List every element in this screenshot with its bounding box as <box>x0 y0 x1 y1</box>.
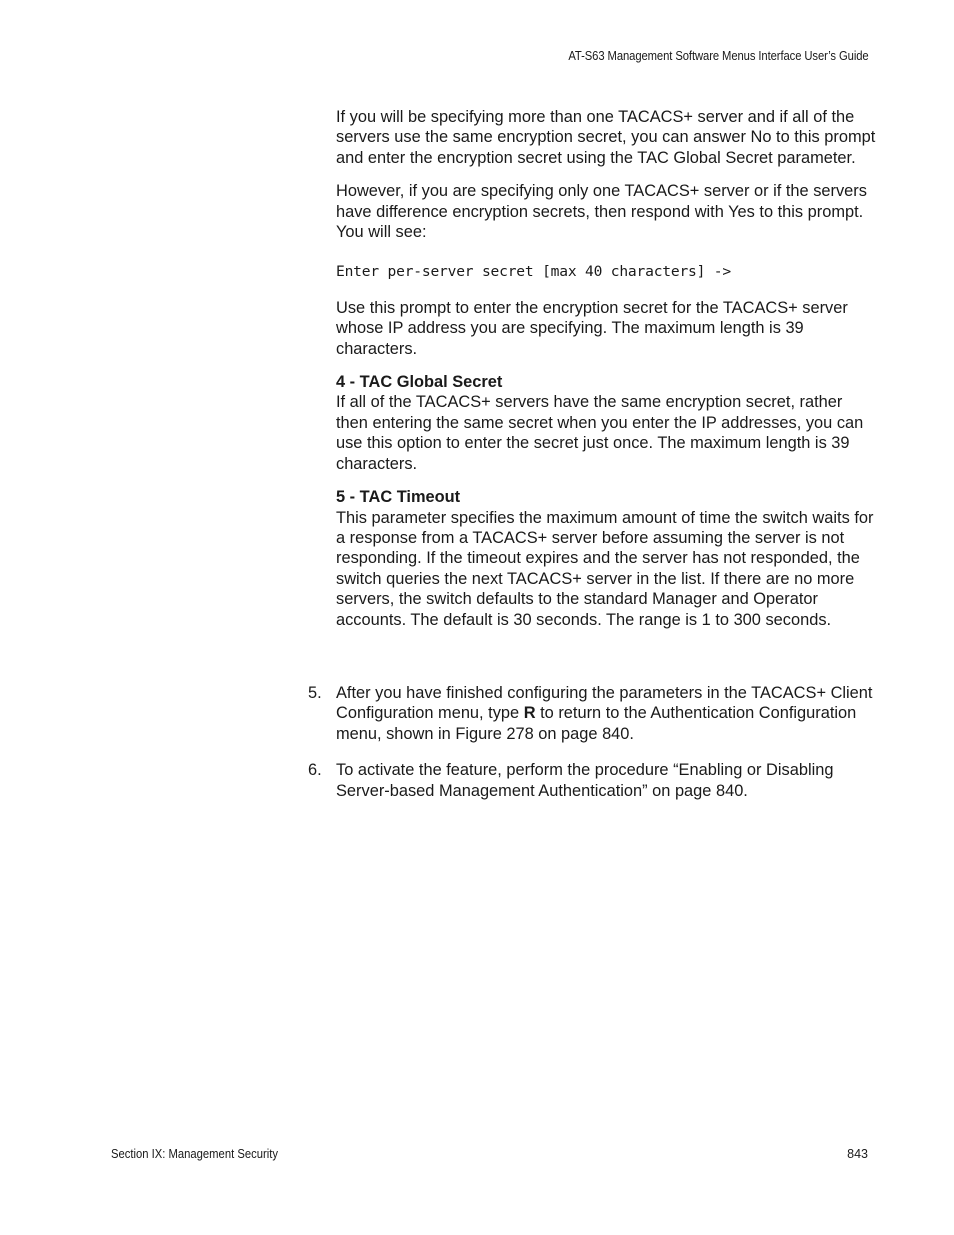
option-tac-global-secret <box>336 372 876 474</box>
option-text: If all of the TACACS+ servers have the same encryption secret, rather then entering the same secret when you enter the IP addresses, you can use this option to enter the secret just once. The maximum length is 39 characters. <box>336 393 864 473</box>
step-number: 6. <box>308 761 322 780</box>
step-text <box>336 683 878 744</box>
step-text: To activate the feature, perform the procedure “Enabling or Disabling Server-based Management Authentication” on page 840. <box>336 761 834 800</box>
paragraph-multiple-servers: If you will be specifying more than one TACACS+ server and if all of the servers use the same encryption secret, you can answer No to this prompt and enter the encryption secret using the TAC Global Secret parameter. <box>336 108 876 167</box>
option-text: This parameter specifies the maximum amount of time the switch waits for a response from a TACACS+ server before assuming the server is not responding. If the timeout expires and the server has not responded, the switch queries the next TACACS+ server in the list. If there are no more servers, the switch defaults to the standard Manager and Operator accounts. The default is 30 seconds. The range is 1 to 300 seconds. <box>336 508 874 629</box>
code-prompt: Enter per-server secret [max 40 characters] -> <box>336 263 731 281</box>
footer-section-title: Section IX: Management Security <box>111 1147 278 1161</box>
page-number: 843 <box>847 1147 868 1161</box>
step-text-before: After you have finished configuring the parameters in the TACACS+ Client Configuration menu, type <box>336 684 873 723</box>
main-content <box>336 107 876 643</box>
paragraph-prompt-usage: Use this prompt to enter the encryption secret for the TACACS+ server whose IP address you are specifying. The maximum length is 39 characters. <box>336 298 848 358</box>
step-5 <box>308 683 878 744</box>
step-text-after: to return to the Authentication Configuration menu, shown in Figure 278 on page 840. <box>336 704 857 743</box>
option-tac-timeout <box>336 487 876 630</box>
step-number: 5. <box>308 684 322 702</box>
paragraph-single-server: However, if you are specifying only one TACACS+ server or if the servers have difference encryption secrets, then respond with Yes to this prompt. You will see: <box>336 182 867 242</box>
running-header: AT-S63 Management Software Menus Interface User’s Guide <box>568 49 869 63</box>
option-heading: 4 - TAC Global Secret <box>336 373 503 392</box>
procedure-steps <box>308 683 878 817</box>
option-heading: 5 - TAC Timeout <box>336 488 461 507</box>
step-6 <box>308 760 878 801</box>
step-key: R <box>523 704 536 723</box>
